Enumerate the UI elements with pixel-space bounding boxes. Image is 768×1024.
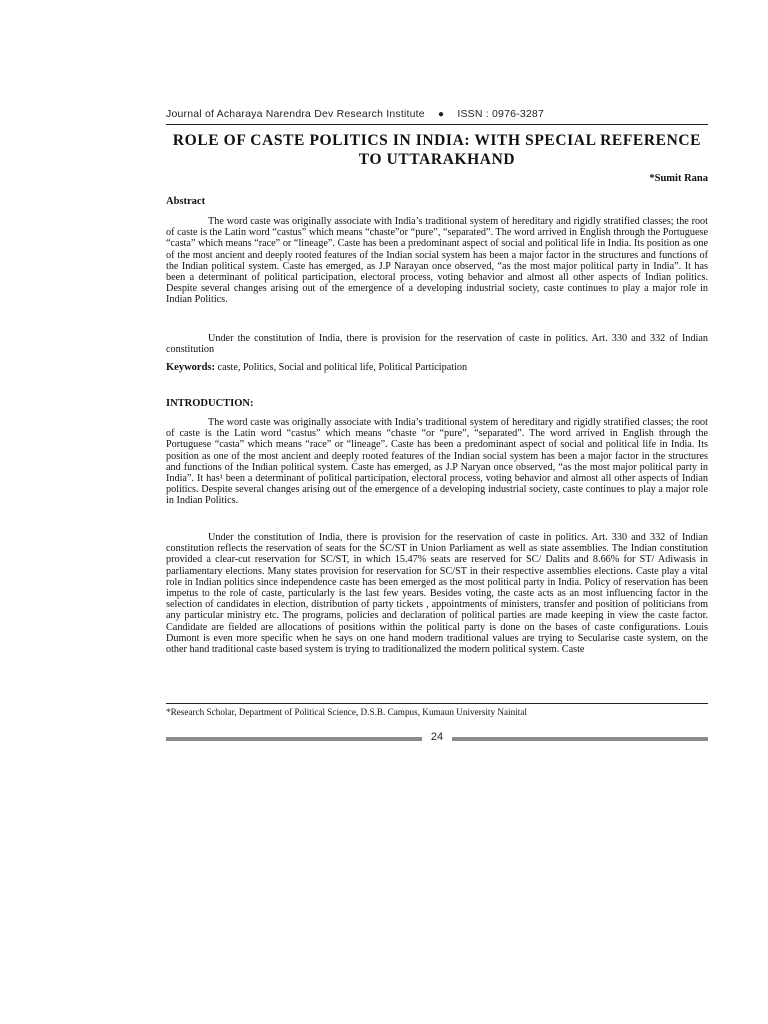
introduction-heading: INTRODUCTION: [166, 398, 254, 409]
keywords-line [166, 362, 708, 373]
abstract-paragraph: Under the constitution of India, there is provision for the reservation of caste in politics. Art. 330 and 332 of Indian constitution [166, 333, 708, 356]
keywords-text: caste, Politics, Social and political life, Political Participation [215, 362, 468, 373]
issn: ISSN : 0976-3287 [457, 108, 545, 120]
page-bar-right [452, 737, 708, 741]
introduction-paragraph: The word caste was originally associate with India’s traditional system of hereditary and rigidly stratified classes; the root of caste is the Latin word “castus” which means “chaste “or “pure”, “separated”. The word arrived in English through the Portuguese “casta” which means “race” or “lineage”. Caste has been a predominant aspect of social and political life in India. Its position as one of the most ancient and deeply rooted features of the Indian social system has been a major factor in the structures and functions of the Indian political system. Caste has emerged, as J.P Naryan once observed, “as the most major political party in India”. It has¹ been a determinant of political participation, electoral process, voting behavior and almost all other aspects of Indian politics. Despite several changes arising out of the emergence of a developing industrial society, caste continues to play a major role in Indian Politics. [166, 417, 708, 507]
journal-name: Journal of Acharaya Narendra Dev Research Institute [166, 108, 425, 120]
article-title: ROLE OF CASTE POLITICS IN INDIA: WITH SPECIAL REFERENCE TO UTTARAKHAND [172, 132, 702, 168]
footnote: *Research Scholar, Department of Political Science, D.S.B. Campus, Kumaun University Nainital [166, 707, 527, 717]
abstract-heading: Abstract [166, 196, 206, 207]
abstract-paragraph: The word caste was originally associate with India’s traditional system of hereditary and rigidly stratified classes; the root of caste is the Latin word “castus” which means “chaste”or “pure”, “separated”. The word arrived in English through the Portuguese “casta” which means “race” or “lineage”. Caste has been a predominant aspect of social and political life in India. Its position as one of the most ancient and deeply rooted features of the Indian social system has been a major factor in the structures and functions of the Indian political system. Caste has emerged, as J.P Narayan once observed, “as the most major political party in India”. It has been a determinant of political participation, electoral process, voting behavior and almost all other aspects of Indian politics. Despite several changes arising out of the emergence of a developing industrial society, caste continues to play a major role in Indian Politics. [166, 216, 708, 306]
header-rule [166, 124, 708, 125]
running-head [166, 108, 706, 120]
page-bar-left [166, 737, 422, 741]
author-name: *Sumit Rana [649, 173, 708, 184]
footnote-rule [166, 703, 708, 704]
keywords-label: Keywords: [166, 362, 215, 373]
bullet-separator: ● [437, 109, 445, 120]
introduction-paragraph: Under the constitution of India, there is provision for the reservation of caste in politics. Art. 330 and 332 of Indian constitution reflects the reservation of seats for the SC/ST in Union Parliament as well as state assemblies. The Indian constitution provided a clear-cut reservation for SC/ST, in which 15.47% seats are reserved for SC/ Dalits and 8.66% for ST/ Adiwasis in parliamentary elections. Many states provision for reservation for SC/ST in their respective assemblies elections. Caste play a vital role in Indian politics since independence caste has been emerged as the most political party in India. Policy of reservation has been impetus to the role of caste, particularly is the last few years. Besides voting, the caste acts as an most influencing factor in the selection of candidates in election, distribution of party tickets , appointments of ministers, transfer and position of politicians from any particular ministry etc. The programs, policies and declaration of political parties are made keeping in view the caste factor. Candidate are fielded are allocations of positions within the political party is done on the bases of caste configurations. Louis Dumont is even more specific when he says on one hand modern traditional values are trying to Secularise caste system, on the other hand traditional caste based system is trying to traditionalized the modern political system. Caste [166, 532, 708, 656]
page-number: 24 [430, 731, 444, 743]
